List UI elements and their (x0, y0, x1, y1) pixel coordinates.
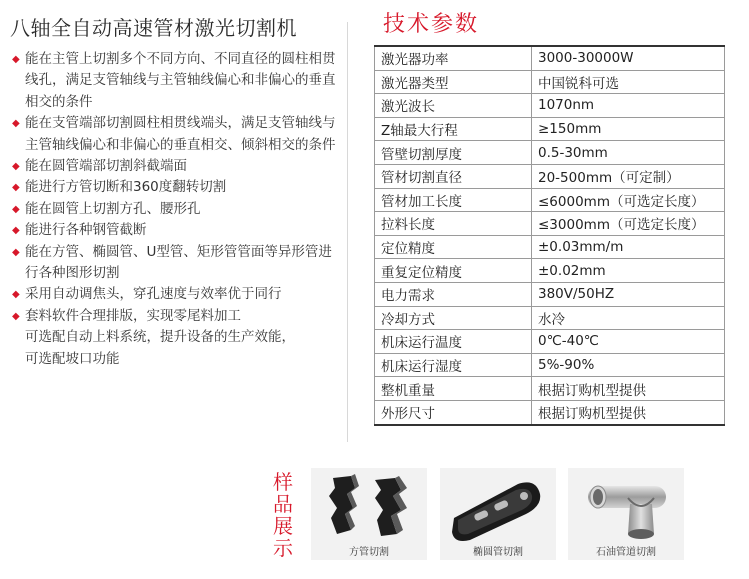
feature-item (12, 327, 338, 348)
feature-text: 能在支管端部切割圆柱相贯线端头，满足支管轴线与主管轴线偏心和非偏心的垂直相交、倾斜相交的条件 (25, 115, 336, 153)
spec-value: 根据订购机型提供 (532, 377, 725, 401)
spec-value: ≤6000mm（可选定长度） (532, 188, 725, 212)
sample-caption: 方管切割 (349, 547, 389, 558)
feature-item (12, 242, 338, 285)
feature-text: 能在圆管上切割方孔、腰形孔 (25, 200, 201, 217)
table-row (375, 306, 725, 330)
feature-text: 可选配坡口功能 (25, 350, 120, 367)
sample-caption: 椭圆管切割 (473, 547, 523, 558)
spec-value: 0.5-30mm (532, 141, 725, 165)
product-title: 八轴全自动高速管材激光切割机 (10, 16, 297, 40)
samples-title: 样品展示 (273, 470, 293, 560)
spec-name: 管材加工长度 (375, 188, 532, 212)
table-row (375, 117, 725, 141)
feature-item (12, 284, 338, 305)
spec-value: 5%-90% (532, 353, 725, 377)
bullet-icon: ◆ (12, 118, 20, 130)
table-row (375, 212, 725, 236)
feature-item (12, 306, 338, 327)
table-row (375, 377, 725, 401)
oil-pipe-cut-icon (568, 468, 684, 548)
spec-name: 外形尺寸 (375, 400, 532, 424)
sample-caption: 石油管道切割 (596, 547, 656, 558)
sample-oval-tube (440, 468, 556, 560)
bullet-icon: ◆ (12, 310, 20, 322)
feature-item (12, 156, 338, 177)
bullet-icon: ◆ (12, 182, 20, 194)
table-row (375, 188, 725, 212)
feature-item (12, 220, 338, 241)
table-row (375, 259, 725, 283)
oval-tube-cut-icon (440, 468, 556, 548)
spec-name: 拉料长度 (375, 212, 532, 236)
bullet-icon: ◆ (12, 246, 20, 258)
feature-item (12, 349, 338, 370)
spec-value: 根据订购机型提供 (532, 400, 725, 424)
feature-text: 套料软件合理排版，实现零尾料加工 (25, 307, 241, 324)
table-row (375, 94, 725, 118)
feature-text: 能进行方管切断和360度翻转切割 (25, 179, 227, 196)
feature-item (12, 199, 338, 220)
specs-table (374, 45, 725, 426)
spec-value: 3000-30000W (532, 46, 725, 70)
bullet-icon: ◆ (12, 54, 20, 65)
spec-name: 激光器功率 (375, 46, 532, 70)
spec-value: 中国锐科可选 (532, 70, 725, 94)
feature-item (12, 49, 338, 113)
bullet-icon: ◆ (12, 203, 20, 215)
feature-text: 可选配自动上料系统，提升设备的生产效能， (25, 329, 295, 346)
spec-name: 激光波长 (375, 94, 532, 118)
spec-name: 电力需求 (375, 282, 532, 306)
spec-name: 管材切割直径 (375, 164, 532, 188)
table-row (375, 46, 725, 70)
spec-value: 水冷 (532, 306, 725, 330)
spec-name: 冷却方式 (375, 306, 532, 330)
table-row (375, 164, 725, 188)
feature-text: 能在方管、椭圆管、U型管、矩形管管面等异形管进行各种图形切割 (25, 243, 332, 282)
spec-name: 机床运行湿度 (375, 353, 532, 377)
table-row (375, 141, 725, 165)
spec-value: 380V/50HZ (532, 282, 725, 306)
feature-text: 能进行各种钢管截断 (25, 222, 147, 239)
table-row (375, 70, 725, 94)
table-row (375, 353, 725, 377)
spec-name: 机床运行温度 (375, 330, 532, 354)
feature-text: 能在圆管端部切割斜截端面 (25, 158, 187, 175)
specs-title: 技术参数 (383, 12, 480, 37)
table-row (375, 330, 725, 354)
table-row (375, 400, 725, 424)
feature-item (12, 177, 338, 198)
feature-text: 采用自动调焦头，穿孔速度与效率优于同行 (25, 286, 282, 303)
feature-text: 能在主管上切割多个不同方向、不同直径的圆柱相贯线孔，满足支管轴线与主管轴线偏心和非偏心的垂直相交的条件 (25, 51, 336, 110)
spec-value: ±0.02mm (532, 259, 725, 283)
spec-value: ≤3000mm（可选定长度） (532, 212, 725, 236)
spec-value: 0℃-40℃ (532, 330, 725, 354)
spec-name: 激光器类型 (375, 70, 532, 94)
bullet-icon: ◆ (12, 161, 20, 173)
square-tube-cut-icon (311, 468, 427, 548)
feature-item (12, 113, 338, 156)
spec-value: 20-500mm（可定制） (532, 164, 725, 188)
table-row (375, 235, 725, 259)
spec-name: Z轴最大行程 (375, 117, 532, 141)
spec-name: 重复定位精度 (375, 259, 532, 283)
spec-value: ±0.03mm/m (532, 235, 725, 259)
spec-value: 1070nm (532, 94, 725, 118)
sample-square-tube (311, 468, 427, 560)
spec-value: ≥150mm (532, 117, 725, 141)
table-row (375, 282, 725, 306)
spec-name: 管壁切割厚度 (375, 141, 532, 165)
sample-oil-pipe (568, 468, 684, 560)
column-divider (347, 22, 348, 442)
spec-name: 定位精度 (375, 235, 532, 259)
feature-list (12, 49, 338, 370)
bullet-icon: ◆ (12, 225, 20, 237)
bullet-icon: ◆ (12, 289, 20, 301)
spec-name: 整机重量 (375, 377, 532, 401)
